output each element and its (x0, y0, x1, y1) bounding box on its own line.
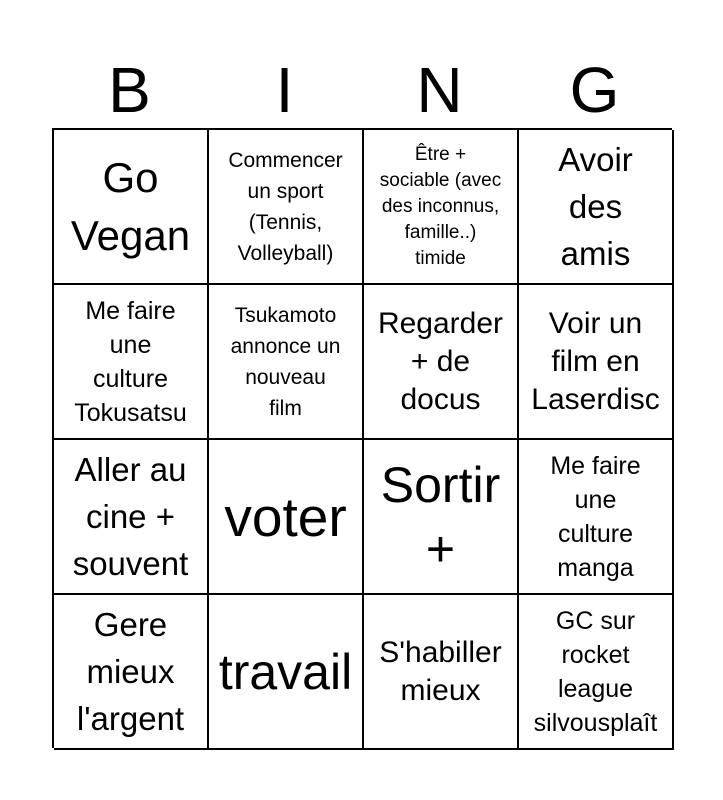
bingo-cell[interactable] (54, 595, 209, 750)
bingo-cell[interactable] (54, 285, 209, 440)
cell-text: S'habiller mieux (379, 635, 502, 707)
cell-text: GC sur rocket league silvousplaît (533, 606, 658, 737)
bingo-grid (52, 128, 672, 748)
bingo-cell[interactable] (54, 130, 209, 285)
bingo-cell[interactable] (519, 595, 674, 750)
cell-text: Gere mieux l'argent (76, 606, 185, 737)
cell-text: Être + sociable (avec des inconnus, famille..) timide (379, 143, 502, 269)
header-letter-n: N (416, 54, 463, 126)
cell-text: Me faire une culture Tokusatsu (74, 296, 187, 427)
bingo-cell[interactable] (519, 440, 674, 595)
cell-text: Sortir + (380, 456, 501, 577)
cell-text: voter (224, 485, 347, 548)
cell-text: Regarder + de docus (377, 306, 504, 416)
cell-text: Me faire une culture manga (550, 451, 641, 582)
bingo-cell[interactable] (364, 595, 519, 750)
bingo-cell[interactable] (209, 440, 364, 595)
cell-text: Voir un film en Laserdisc (531, 306, 660, 416)
header-letter-b: B (108, 54, 151, 126)
bingo-header (52, 52, 672, 128)
header-letter-g: G (569, 54, 620, 126)
cell-text: Aller au cine + souvent (72, 451, 189, 582)
bingo-cell[interactable] (364, 285, 519, 440)
bingo-cell[interactable] (364, 440, 519, 595)
bingo-cell[interactable] (54, 440, 209, 595)
cell-text: Commencer un sport (Tennis, Volleyball) (228, 148, 343, 265)
cell-text: Avoir des amis (558, 141, 633, 272)
bingo-cell[interactable] (519, 130, 674, 285)
bingo-cell[interactable] (364, 130, 519, 285)
header-letter-i: I (275, 54, 294, 126)
cell-text: Go Vegan (70, 153, 191, 259)
cell-text: travail (218, 643, 353, 700)
bingo-cell[interactable] (209, 130, 364, 285)
bingo-cell[interactable] (519, 285, 674, 440)
cell-text: Tsukamoto annonce un nouveau film (230, 303, 341, 420)
bingo-cell[interactable] (209, 595, 364, 750)
bingo-cell[interactable] (209, 285, 364, 440)
